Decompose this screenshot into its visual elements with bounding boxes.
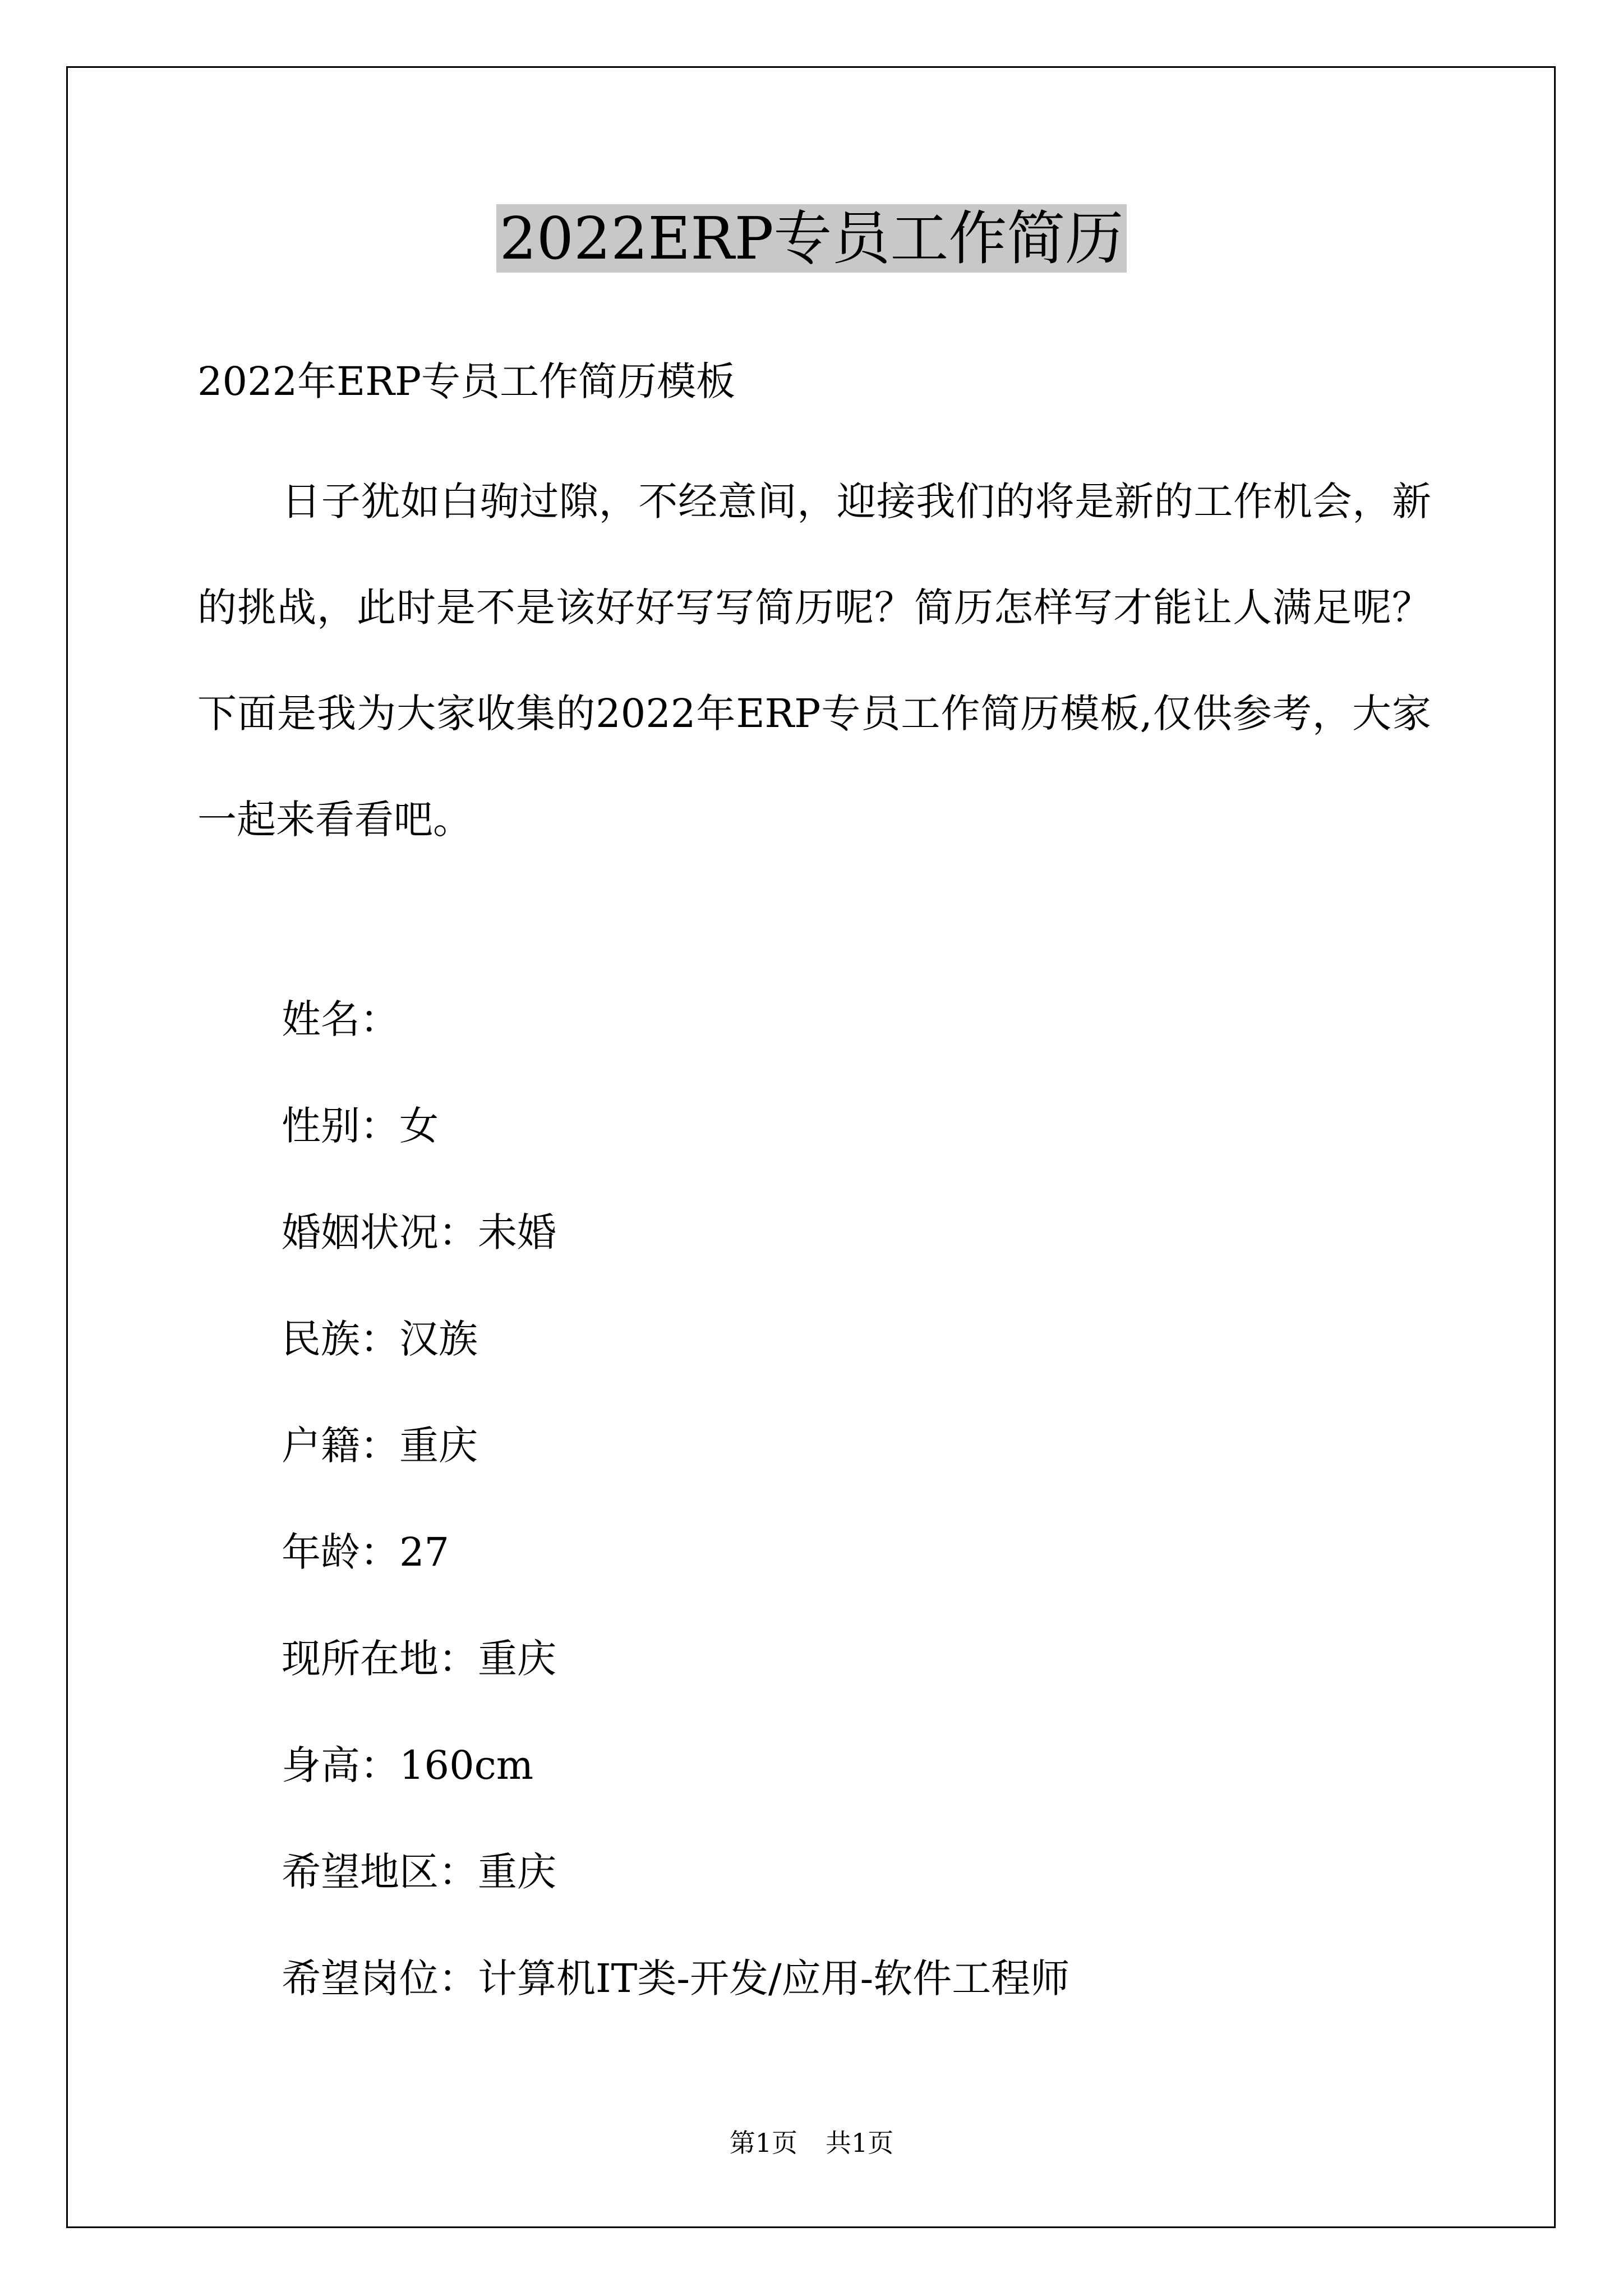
field-ethnicity: 民族：汉族 — [282, 1316, 478, 1362]
document-subtitle: 2022年ERP专员工作简历模板 — [197, 358, 736, 404]
field-household-registration: 户籍：重庆 — [282, 1423, 478, 1469]
field-current-location: 现所在地：重庆 — [282, 1636, 556, 1682]
field-desired-region: 希望地区：重庆 — [282, 1849, 556, 1895]
field-name: 姓名： — [282, 996, 399, 1042]
page-footer — [0, 2123, 1623, 2162]
document-title-text: 2022ERP专员工作简历 — [496, 204, 1127, 273]
field-marital-status: 婚姻状况：未婚 — [282, 1209, 556, 1255]
field-gender: 性别：女 — [282, 1103, 439, 1149]
document-title — [0, 199, 1623, 278]
page-number: 第1页 — [729, 2128, 797, 2158]
field-age: 年龄：27 — [282, 1529, 450, 1575]
page-total: 共1页 — [826, 2128, 894, 2158]
field-height: 身高：160cm — [282, 1742, 534, 1788]
intro-paragraph: 日子犹如白驹过隙，不经意间，迎接我们的将是新的工作机会，新的挑战，此时是不是该好好写写简历呢？简历怎样写才能让人满足呢？下面是我为大家收集的2022年ERP专员工作简历模板,仅供参考，大家一起来看看吧。 — [197, 478, 1431, 843]
field-desired-position: 希望岗位：计算机IT类-开发/应用-软件工程师 — [282, 1955, 1070, 2001]
